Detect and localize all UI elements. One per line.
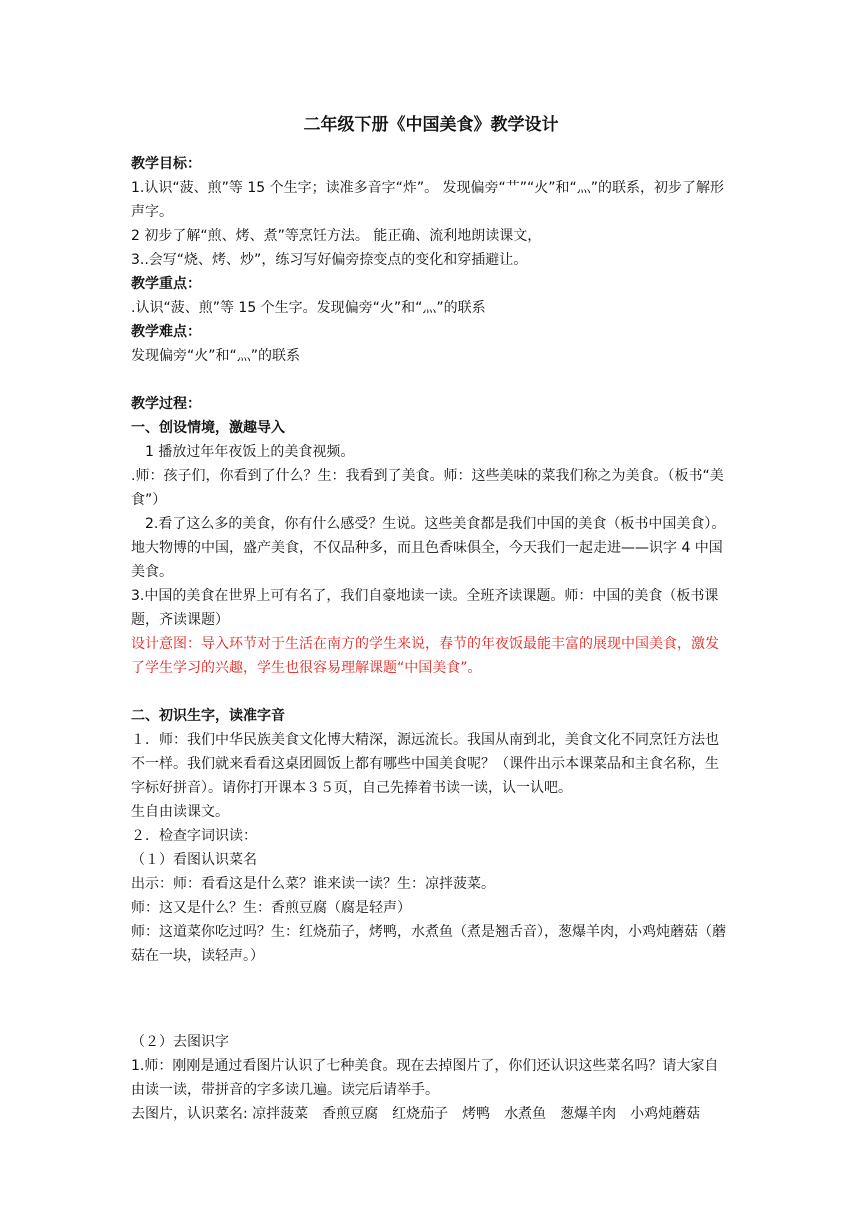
section-2-paragraph: 生自由读课文。 <box>131 804 229 820</box>
section-2-paragraph: 师：这又是什么？生：香煎豆腐（腐是轻声） <box>131 900 411 916</box>
section-1-paragraph: 3.中国的美食在世界上可有名了，我们自豪地读一读。全班齐读课题。师：中国的美食（板书课题，齐读课题） <box>131 588 719 628</box>
difficulties-heading: 教学难点： <box>131 324 201 340</box>
section-2-paragraph: 去图片，认识菜名: 凉拌菠菜 香煎豆腐 红烧茄子 烤鸭 水煮鱼 葱爆羊肉 小鸡炖蘑菇 <box>131 1106 701 1122</box>
section-2-heading: 二、初识生字，读准字音 <box>131 708 285 724</box>
section-1-paragraph: 2.看了这么多的美食，你有什么感受？生说。这些美食都是我们中国的美食（板书中国美食）。地大物博的中国，盛产美食，不仅品种多，而且色香味俱全，今天我们一起走进——识字 4 中国美食。 <box>131 516 726 580</box>
goal-1: 1.认识“菠、煎”等 15 个生字；读准多音字“炸”。 发现偏旁“艹”“火”和“灬”的联系，初步了解形声字。 <box>131 180 725 220</box>
design-intent: 设计意图：导入环节对于生活在南方的学生来说，春节的年夜饭最能丰富的展现中国美食，激发了学生学习的兴趣，学生也很容易理解课题“中国美食”。 <box>131 636 719 676</box>
key-points-heading: 教学重点： <box>131 276 201 292</box>
section-2-paragraph: 师：这道菜你吃过吗？生：红烧茄子，烤鸭，水煮鱼（煮是翘舌音），葱爆羊肉，小鸡炖蘑菇（蘑菇在一块，读轻声。） <box>131 924 726 964</box>
section-2-paragraph: １．师：我们中华民族美食文化博大精深，源远流长。我国从南到北，美食文化不同烹饪方法也不一样。我们就来看看这桌团圆饭上都有哪些中国美食呢？（课件出示本课菜品和主食名称，生字标好拼音）。请你打开课本３５页，自己先捧着书读一读，认一认吧。 <box>131 732 719 796</box>
section-2-paragraph: （１）看图认识菜名 <box>131 852 257 868</box>
key-points-text: .认识“菠、煎”等 15 个生字。发现偏旁“火”和“灬”的联系 <box>131 300 486 316</box>
document-page <box>131 112 731 1126</box>
goal-2: 2 初步了解“煎、烤、煮”等烹饪方法。 能正确、流利地朗读课文， <box>131 228 542 244</box>
goals-heading: 教学目标： <box>131 156 201 172</box>
section-2-paragraph: （２）去图识字 <box>131 1034 229 1050</box>
section-2-paragraph: ２．检查字词识读： <box>131 828 257 844</box>
section-1-heading: 一、创设情境，激趣导入 <box>131 420 285 436</box>
section-1-paragraph: .师：孩子们，你看到了什么？生：我看到了美食。师：这些美味的菜我们称之为美食。（板书“美食”） <box>131 468 724 508</box>
document-title: 二年级下册《中国美食》教学设计 <box>303 115 559 135</box>
goal-3: 3..会写“烧、烤、炒”，练习写好偏旁捺变点的变化和穿插避让。 <box>131 252 528 268</box>
section-2-paragraph: 1.师：刚刚是通过看图片认识了七种美食。现在去掉图片了，你们还认识这些菜名吗？请大家自由读一读，带拼音的字多读几遍。读完后请举手。 <box>131 1058 719 1098</box>
section-1-paragraph: 1 播放过年年夜饭上的美食视频。 <box>145 444 355 460</box>
section-2-paragraph: 出示：师：看看这是什么菜？谁来读一读？生：凉拌菠菜。 <box>131 876 495 892</box>
difficulties-text: 发现偏旁“火”和“灬”的联系 <box>131 348 301 364</box>
process-heading: 教学过程： <box>131 396 201 412</box>
